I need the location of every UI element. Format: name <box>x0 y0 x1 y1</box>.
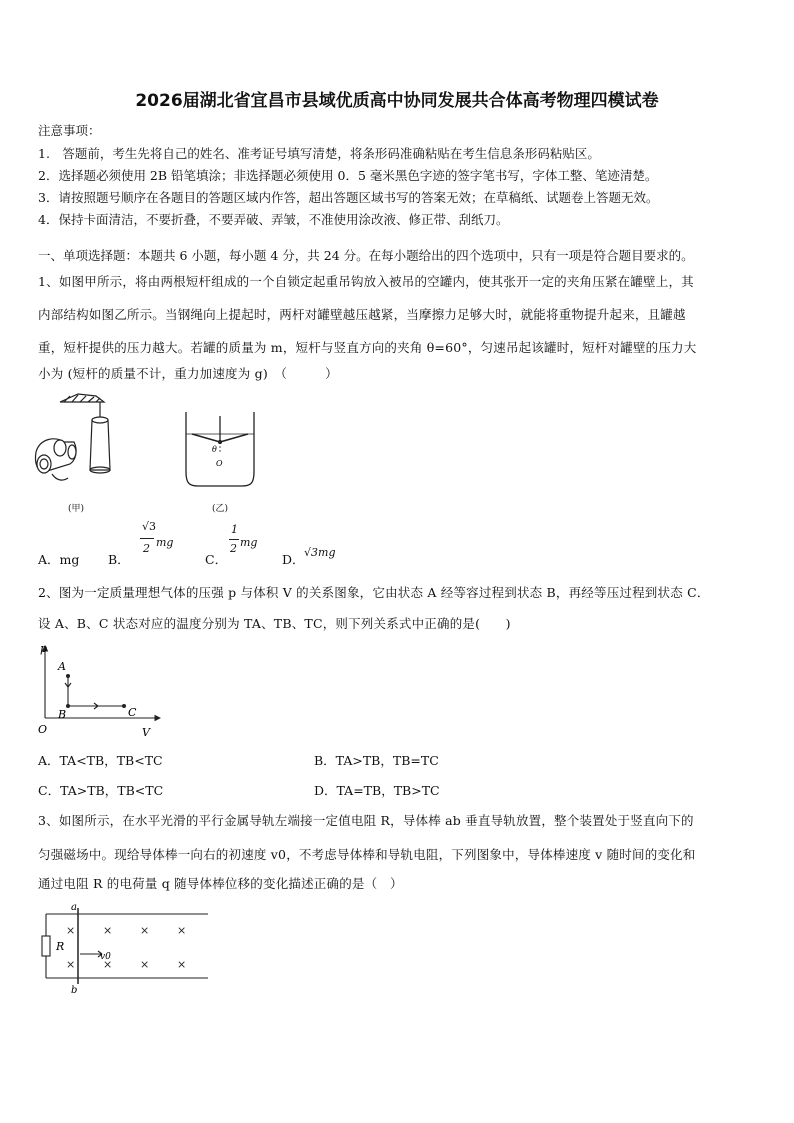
circuit-point-a: a <box>71 902 77 913</box>
notice-item-3: 3．请按照题号顺序在各题目的答题区域内作答，超出答题区域书写的答案无效；在草稿纸、试题卷上答题无效。 <box>38 190 659 205</box>
q2-option-b: B．TA>TB，TB=TC <box>314 753 439 768</box>
q3-line-1: 3、如图所示，在水平光滑的平行金属导轨左端接一定值电阻 R，导体棒 ab 垂直导轨放置，整个装置处于竖直向下的 <box>38 813 694 828</box>
q2-option-a: A．TA<TB，TB<TC <box>38 753 163 768</box>
field-cross: × <box>140 924 150 937</box>
field-cross: × <box>103 958 113 971</box>
fig-jia-label: (甲) <box>68 504 85 514</box>
notice-item-4: 4．保持卡面清洁，不要折叠，不要弄破、弄皱，不准使用涂改液、修正带、刮纸刀。 <box>38 212 509 227</box>
q3-line-3: 通过电阻 R 的电荷量 q 随导体棒位移的变化描述正确的是（ ） <box>38 876 403 891</box>
fig-yi-label: (乙) <box>212 504 229 514</box>
q1-option-d-value: √3mg <box>304 546 336 559</box>
graph-axis-v: V <box>142 726 150 739</box>
q2-line-1: 2、图为一定质量理想气体的压强 p 与体积 V 的关系图象，它由状态 A 经等容过程到状态 B，再经等压过程到状态 C． <box>38 585 710 600</box>
field-cross: × <box>177 958 187 971</box>
q1-option-b-bar <box>140 538 154 539</box>
q1-option-b-den: 2 <box>143 542 150 555</box>
field-cross: × <box>103 924 113 937</box>
q1-option-c-bar <box>229 539 239 540</box>
q1-option-c: C． <box>205 552 228 567</box>
field-cross: × <box>177 924 187 937</box>
q2-pv-graph <box>36 640 166 740</box>
q2-option-c: C．TA>TB，TB<TC <box>38 783 164 798</box>
fig-yi-theta: θ <box>212 445 217 454</box>
circuit-resistor-label: R <box>56 940 65 953</box>
q1-option-c-num: 1 <box>231 523 238 536</box>
q1-line-4: 小为 (短杆的质量不计，重力加速度为 g) （ ） <box>38 366 338 381</box>
q1-option-c-tail: mg <box>240 536 258 549</box>
q1-figure-jia <box>30 390 120 490</box>
field-cross: × <box>66 924 76 937</box>
section-heading: 一、单项选择题：本题共 6 小题，每小题 4 分，共 24 分。在每小题给出的四个选项中，只有一项是符合题目要求的。 <box>38 248 694 263</box>
graph-point-b: B <box>58 708 67 721</box>
q1-option-d: D． <box>282 552 305 567</box>
graph-point-c: C <box>128 706 137 719</box>
q3-circuit-figure <box>38 900 218 995</box>
q1-option-b-tail: mg <box>156 536 174 549</box>
circuit-v0-label: v0 <box>100 952 111 962</box>
fig-yi-o: O <box>216 459 223 468</box>
field-cross: × <box>66 958 76 971</box>
notice-item-1: 1. 答题前，考生先将自己的姓名、准考证号填写清楚，将条形码准确粘贴在考生信息条形码粘贴区。 <box>38 146 600 161</box>
q2-option-d: D．TA=TB，TB>TC <box>314 783 440 798</box>
circuit-point-b: b <box>71 985 78 995</box>
q1-option-b-num: √3 <box>142 520 157 533</box>
graph-origin-o: O <box>38 723 48 736</box>
field-cross: × <box>140 958 150 971</box>
notice-item-2: 2．选择题必须使用 2B 铅笔填涂；非选择题必须使用 0．5 毫米黑色字迹的签字笔书写，字体工整、笔迹清楚。 <box>38 168 658 183</box>
notice-heading: 注意事项： <box>38 123 101 138</box>
q1-line-2: 内部结构如图乙所示。当钢绳向上提起时，两杆对罐壁越压越紧，当摩擦力足够大时，就能将重物提升起来，且罐越 <box>38 307 686 322</box>
q1-line-3: 重，短杆提供的压力越大。若罐的质量为 m，短杆与竖直方向的夹角 θ=60°，匀速吊起该罐时，短杆对罐壁的压力大 <box>38 340 697 355</box>
graph-axis-p: p <box>40 642 48 655</box>
q1-figure-yi <box>180 412 260 492</box>
q1-option-a: A．mg <box>38 552 80 567</box>
q1-option-b: B． <box>108 552 130 567</box>
q1-option-c-den: 2 <box>230 542 237 555</box>
q1-line-1: 1、如图甲所示，将由两根短杆组成的一个自锁定起重吊钩放入被吊的空罐内，使其张开一定的夹角压紧在罐壁上，其 <box>38 274 694 289</box>
page-title: 2026届湖北省宜昌市县域优质高中协同发展共合体高考物理四模试卷 <box>135 91 659 111</box>
graph-point-a: A <box>58 660 66 673</box>
q3-line-2: 匀强磁场中。现给导体棒一向右的初速度 v0，不考虑导体棒和导轨电阻，下列图象中，导体棒速度 v 随时间的变化和 <box>38 847 696 862</box>
q2-line-2: 设 A、B、C 状态对应的温度分别为 TA、TB、TC，则下列关系式中正确的是( ) <box>38 616 511 631</box>
